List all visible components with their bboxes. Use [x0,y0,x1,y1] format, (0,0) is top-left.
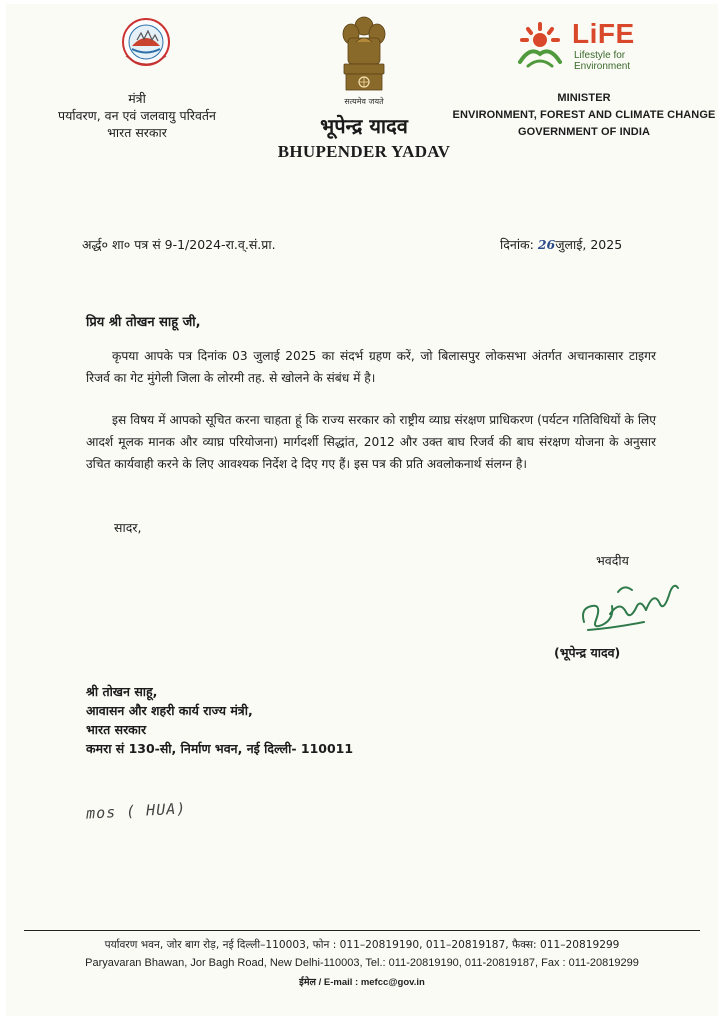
footer-hindi-address: पर्यावरण भवन, जोर बाग रोड़, नई दिल्ली–110003, फोन : 011–20819190, 011–20819187, फैक्स: 011–20819299 [104,939,620,951]
minister-name-english: BHUPENDER YADAV [277,142,451,161]
life-logo [514,18,664,74]
letter-date [500,236,622,253]
emblem-motto: सत्यमेव जयते [344,97,384,106]
handwritten-note: mos ( HUA) [85,799,187,823]
date-month-year: जुलाई, 2025 [555,237,623,252]
life-logo-word: LiFE [572,18,635,49]
footer-email: ईमेल / E-mail : mefcc@gov.in [299,977,425,988]
footer-divider [24,930,700,931]
national-emblem-icon [336,12,392,98]
letter-page [6,4,718,1016]
date-label: दिनांक: [500,237,534,252]
yours-sincerely: भवदीय [596,553,629,568]
signature-icon [574,570,684,640]
addressee-block: श्री तोखन साहू, आवासन और शहरी कार्य राज्य मंत्री, भारत सरकार कमरा सं 130-सी, निर्माण भवन, नई दिल्ली- 110011 [86,684,354,756]
signer-name: (भूपेन्द्र यादव) [554,645,621,660]
life-logo-tagline: Lifestyle for Environment [574,50,631,72]
hindi-designation: मंत्री पर्यावरण, वन एवं जलवायु परिवर्तन भारत सरकार [58,91,216,140]
paragraph-2: इस विषय में आपको सूचित करना चाहता हूं कि राज्य सरकार को राष्ट्रीय व्याघ्र संरक्षण प्राधिकरण (पर्यटन गतिविधियों के लिए आदर्श मूलक मानक और व्याघ्र परियोजना) मार्गदर्शी सिद्धांत, 2012 और उक्त बाघ रिजर्व की बाघ संरक्षण योजना के अनुसार उचित कार्यवाही करने के लिए आवश्यक निर्देश दे दिए गए हैं। इस पत्र की प्रति अवलोकनार्थ संलग्न है। [86,413,656,471]
closing: सादर, [114,520,142,535]
life-logo-icon [514,20,566,70]
footer-english-address: Paryavaran Bhawan, Jor Bagh Road, New Delhi-110003, Tel.: 011-20819190, 011-20819187, Fax : 011-20819299 [85,957,639,969]
salutation: प्रिय श्री तोखन साहू जी, [86,315,201,330]
reference-number: अर्द्ध० शा० पत्र सं 9-1/2024-रा.व्.सं.प्रा. [82,237,276,252]
paragraph-1: कृपया आपके पत्र दिनांक 03 जुलाई 2025 का संदर्भ ग्रहण करें, जो बिलासपुर लोकसभा अंतर्गत अचानकासार टाइगर रिजर्व का गेट मुंगेली जिला के लोरमी तह. से खोलने के संबंध में है। [86,349,656,385]
minister-name-hindi: भूपेन्द्र यादव [320,114,408,138]
date-day-handwritten: 26 [537,237,556,252]
ministry-logo-icon [120,16,172,72]
english-designation: MINISTER ENVIRONMENT, FOREST AND CLIMATE CHANGE GOVERNMENT OF INDIA [452,92,716,138]
